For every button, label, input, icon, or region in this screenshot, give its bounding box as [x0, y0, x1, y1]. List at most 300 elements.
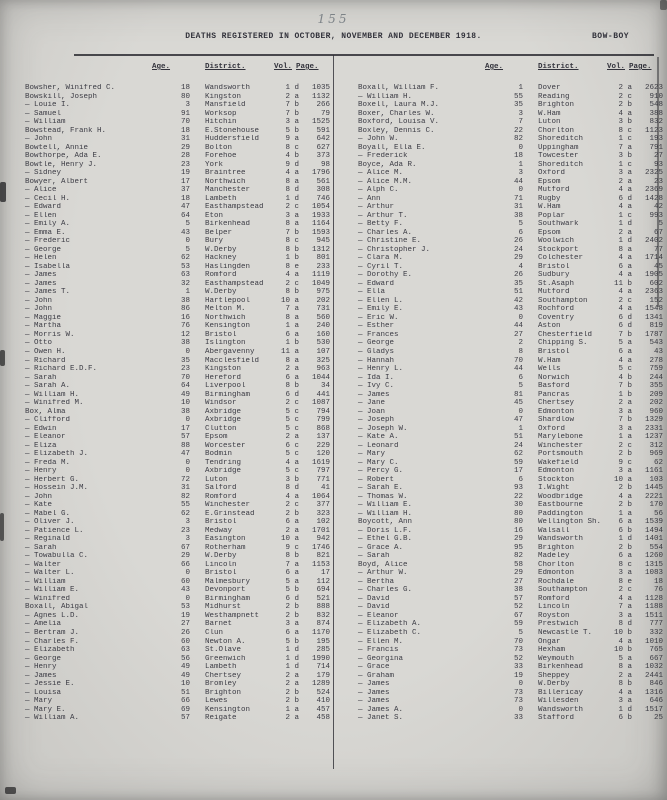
entry-page: 530	[316, 339, 330, 348]
entry-name: — Hannah	[358, 356, 395, 365]
table-row	[333, 569, 663, 578]
entry-vol: 6 a	[281, 373, 300, 382]
entry-vol: 3 a	[614, 407, 633, 416]
table-row	[0, 161, 330, 170]
scan-artifact	[0, 182, 6, 202]
entry-district: Newcastle T.	[538, 629, 593, 637]
entry-page: 874	[316, 620, 330, 629]
entry-vol: 2 b	[614, 501, 633, 510]
entry-vol: 6 a	[281, 569, 300, 578]
entry-page: 771	[316, 475, 330, 484]
entry-age: 31	[180, 135, 190, 144]
entry-district: Weymouth	[538, 654, 575, 663]
table-row	[333, 195, 663, 204]
entry-age: 63	[180, 271, 190, 280]
entry-district: Birkenhead	[538, 663, 584, 672]
table-row	[0, 493, 330, 502]
entry-name: — Charles A.	[358, 228, 413, 237]
entry-name: — Hossein J.M.	[25, 484, 89, 493]
entry-district: W.Derby	[205, 288, 237, 297]
entry-age: 82	[180, 492, 190, 501]
entry-vol: 2 b	[281, 509, 300, 518]
entry-district: Billericay	[538, 688, 584, 697]
entry-vol: 3 a	[614, 467, 633, 476]
entry-name: — John W.	[358, 135, 399, 144]
entry-name: — Oliver J.	[25, 518, 75, 527]
table-row	[333, 374, 663, 383]
entry-page: 1087	[311, 399, 330, 408]
entry-vol: 6 a	[614, 518, 633, 527]
entry-page: 1445	[644, 484, 663, 493]
table-row	[333, 135, 663, 144]
entry-page: 266	[316, 101, 330, 110]
entry-page: 1701	[311, 526, 330, 535]
entry-age: 55	[513, 92, 523, 101]
entry-page: 731	[316, 305, 330, 314]
entry-name: — Eliza	[25, 441, 57, 450]
entry-page: 942	[316, 535, 330, 544]
entry-name: — Morris W.	[25, 330, 75, 339]
entry-page: 1032	[644, 663, 663, 672]
table-row	[0, 305, 330, 314]
entry-name: — Richard	[25, 356, 66, 365]
entry-name: — Joseph W.	[358, 424, 408, 433]
table-row	[333, 357, 663, 366]
entry-age: 64	[180, 382, 190, 391]
entry-district: Bolton	[205, 143, 233, 152]
entry-vol: 4 a	[614, 637, 633, 646]
entry-page: 1128	[644, 594, 663, 603]
entry-name: — Amelia	[25, 620, 62, 629]
entry-age: 1	[185, 288, 190, 297]
entry-name: — John	[25, 296, 53, 305]
entry-vol: 2 b	[281, 688, 300, 697]
entry-age: 38	[180, 407, 190, 416]
entry-vol: 1 b	[614, 390, 633, 399]
entry-vol: 1 d	[614, 535, 633, 544]
entry-age: 43	[180, 228, 190, 237]
entry-age: 49	[180, 663, 190, 672]
table-row	[0, 229, 330, 238]
entry-name: — Jessie E.	[25, 680, 75, 689]
entry-page: 794	[316, 407, 330, 416]
entry-age: 43	[513, 305, 523, 314]
entry-age: 0	[518, 143, 523, 152]
entry-district: Bristol	[205, 518, 237, 527]
entry-name: Bowyer, Albert	[25, 177, 89, 186]
entry-page: 1341	[644, 313, 663, 322]
entry-district: York	[205, 160, 224, 169]
entry-vol: 7 a	[281, 560, 300, 569]
table-row	[0, 689, 330, 698]
entry-vol: 5 b	[281, 126, 300, 135]
table-row	[333, 237, 663, 246]
entry-vol: 8 d	[281, 186, 300, 195]
entry-district: Edmonton	[538, 407, 575, 416]
table-row	[0, 357, 330, 366]
entry-vol: 6 d	[614, 313, 633, 322]
entry-district: Chipping S.	[538, 339, 588, 348]
table-row	[0, 127, 330, 136]
table-row	[0, 425, 330, 434]
entry-district: Lincoln	[538, 603, 570, 612]
entry-vol: 10 a	[281, 296, 300, 305]
entry-age: 18	[180, 126, 190, 135]
entry-vol: 6 c	[281, 441, 300, 450]
entry-district: Easington	[205, 535, 246, 544]
entry-age: 26	[513, 237, 523, 246]
entry-name: — Elizabeth J.	[25, 450, 89, 459]
entry-age: 29	[513, 254, 523, 263]
entry-vol: 2 a	[281, 92, 300, 101]
entry-name: — Frederic	[25, 237, 71, 246]
entry-vol: 2 c	[614, 441, 633, 450]
entry-district: Lambeth	[205, 194, 237, 203]
table-row	[0, 212, 330, 221]
entry-page: 646	[649, 697, 663, 706]
entry-age: 31	[180, 484, 190, 493]
entry-name: Boxall, Abigal	[25, 603, 89, 612]
entry-age: 38	[180, 296, 190, 305]
entry-district: Wakefield	[538, 458, 579, 467]
entry-page: 1132	[311, 92, 330, 101]
entry-vol: 6 d	[614, 194, 633, 203]
table-row	[0, 603, 330, 612]
entry-age: 60	[180, 637, 190, 646]
entry-vol: 4 b	[614, 373, 633, 382]
entry-name: — William	[25, 118, 66, 127]
entry-district: Islington	[205, 339, 246, 348]
entry-name: — Ellen M.	[358, 637, 404, 646]
entry-district: Romford	[205, 271, 237, 280]
entry-page: 746	[316, 194, 330, 203]
entry-vol: 8 b	[281, 552, 300, 561]
entry-age: 38	[513, 586, 523, 595]
entry-page: 561	[316, 177, 330, 186]
entry-page: 791	[649, 143, 663, 152]
entry-name: — Clifford	[25, 416, 71, 425]
entry-name: — Freda M.	[25, 458, 71, 467]
entry-district: Bristol	[205, 330, 237, 339]
entry-vol: 8 e	[614, 577, 633, 586]
table-row	[333, 450, 663, 459]
entry-name: — Ellen	[25, 211, 57, 220]
entry-vol: 4 a	[614, 688, 633, 697]
entry-name: Boxer, Charles W.	[358, 109, 435, 118]
entry-page: 1525	[311, 118, 330, 127]
table-row	[333, 518, 663, 527]
entry-name: Boycott, Ann	[358, 518, 413, 527]
entry-age: 62	[513, 450, 523, 459]
entry-district: Norwich	[538, 373, 570, 382]
table-row	[333, 484, 663, 493]
entry-page: 377	[316, 501, 330, 510]
entry-page: 1170	[311, 629, 330, 637]
entry-district: Eastbourne	[538, 501, 584, 510]
entry-name: — David	[358, 594, 390, 603]
entry-vol: 7 b	[614, 330, 633, 339]
entry-vol: 4 a	[281, 492, 300, 501]
entry-page: 1237	[644, 433, 663, 442]
entry-age: 23	[180, 526, 190, 535]
entry-name: — Winifred M.	[25, 399, 84, 408]
entry-vol: 9 d	[281, 160, 300, 169]
table-row	[333, 382, 663, 391]
entry-age: 23	[180, 365, 190, 374]
entry-vol: 3 a	[281, 620, 300, 629]
entry-age: 8	[518, 347, 523, 356]
entry-page: 667	[649, 654, 663, 663]
entry-vol: 7 a	[614, 143, 633, 152]
entry-age: 26	[180, 629, 190, 637]
entry-page: 960	[649, 407, 663, 416]
entry-age: 3	[518, 169, 523, 178]
entry-age: 0	[185, 347, 190, 356]
entry-district: Bodmin	[205, 450, 233, 459]
table-row	[0, 195, 330, 204]
entry-age: 73	[513, 697, 523, 706]
entry-name: — James	[358, 680, 390, 689]
entry-page: 240	[316, 322, 330, 331]
entry-name: — James	[25, 271, 57, 280]
entry-vol: 4 a	[614, 271, 633, 280]
entry-age: 6	[518, 228, 523, 237]
table-row	[333, 595, 663, 604]
table-row	[0, 271, 330, 280]
entry-age: 1	[518, 424, 523, 433]
entry-vol: 4 a	[614, 305, 633, 314]
entry-vol: 2 b	[614, 543, 633, 552]
entry-age: 69	[180, 705, 190, 714]
entry-vol: 1 c	[614, 160, 633, 169]
entry-page: 1188	[644, 603, 663, 612]
entry-age: 22	[513, 492, 523, 501]
entry-name: — Clara M.	[358, 254, 404, 263]
table-row	[0, 467, 330, 476]
entry-page: 1787	[644, 330, 663, 339]
entry-age: 5	[518, 629, 523, 637]
entry-page: 714	[316, 663, 330, 672]
entry-district: Wandsworth	[538, 705, 584, 714]
table-row	[333, 391, 663, 400]
entry-name: — Percy G.	[358, 467, 404, 476]
table-row	[333, 152, 663, 161]
entry-age: 29	[513, 569, 523, 578]
entry-vol: 8 a	[614, 245, 633, 254]
entry-age: 0	[518, 313, 523, 322]
table-row	[333, 246, 663, 255]
entry-name: — William E.	[358, 501, 413, 510]
entry-vol: 4 a	[614, 254, 633, 263]
entry-page: 1539	[644, 518, 663, 527]
entry-page: 963	[316, 365, 330, 374]
entry-page: 43	[653, 347, 663, 356]
entry-vol: 9 c	[614, 458, 633, 467]
entry-page: 278	[649, 356, 663, 365]
entry-age: 60	[180, 577, 190, 586]
entry-name: — Emily A.	[25, 220, 71, 229]
entry-name: Bowsher, Winifred C.	[25, 84, 116, 92]
entry-district: St.Asaph	[538, 279, 575, 288]
entry-vol: 5 c	[281, 467, 300, 476]
entry-name: — Thomas W.	[358, 492, 408, 501]
left-entries-column	[0, 84, 330, 723]
entry-district: Bury	[205, 237, 224, 246]
entry-age: 42	[513, 296, 523, 305]
table-row	[0, 595, 330, 604]
entry-age: 31	[513, 203, 523, 212]
table-row	[0, 365, 330, 374]
entry-district: Macclesfield	[205, 356, 260, 365]
entry-name: — Mary E.	[25, 705, 66, 714]
header-page: Page.	[629, 63, 652, 71]
entry-district: W.Derby	[205, 245, 237, 254]
entry-district: Lewes	[205, 697, 228, 706]
entry-name: — Francis	[358, 646, 399, 655]
entry-age: 6	[518, 373, 523, 382]
entry-page: 1064	[311, 492, 330, 501]
entry-vol: 2 a	[281, 365, 300, 374]
header-page: Page.	[296, 63, 319, 71]
entry-page: 1905	[644, 271, 663, 280]
table-row	[333, 84, 663, 93]
table-row	[333, 127, 663, 136]
entry-district: Westhampnett	[205, 611, 260, 620]
table-row	[0, 442, 330, 451]
entry-age: 86	[180, 305, 190, 314]
entry-age: 53	[180, 603, 190, 612]
entry-age: 70	[180, 118, 190, 127]
entry-name: — Sarah A.	[25, 382, 71, 391]
table-row	[333, 339, 663, 348]
entry-name: — Ella	[358, 288, 386, 297]
entry-district: Royston	[538, 611, 570, 620]
entry-age: 57	[180, 433, 190, 442]
entry-name: — Louie I.	[25, 101, 71, 110]
entry-district: Axbridge	[205, 467, 242, 476]
entry-vol: 8 d	[614, 620, 633, 629]
entry-page: 1933	[311, 211, 330, 220]
entry-vol: 8 b	[281, 288, 300, 297]
entry-district: Birkenhead	[205, 220, 251, 229]
entry-district: Northwich	[205, 177, 246, 186]
entry-district: Hereford	[205, 373, 242, 382]
entry-name: — Reginald	[25, 535, 71, 544]
entry-age: 56	[180, 654, 190, 663]
entry-page: 1289	[311, 680, 330, 689]
entry-page: 759	[649, 365, 663, 374]
entry-district: Pancras	[538, 390, 570, 399]
entry-page: 355	[649, 382, 663, 391]
table-row	[333, 331, 663, 340]
table-row	[333, 535, 663, 544]
entry-page: 79	[320, 109, 330, 118]
table-row	[0, 697, 330, 706]
entry-age: 0	[185, 467, 190, 476]
scan-artifact	[5, 787, 16, 794]
entry-age: 63	[180, 646, 190, 655]
entry-vol: 9 c	[281, 543, 300, 552]
entry-district: Wells	[538, 365, 561, 374]
entry-name: — Louisa	[25, 688, 62, 697]
entry-age: 59	[513, 620, 523, 629]
entry-name: — James	[25, 671, 57, 680]
entry-district: Portsmouth	[538, 450, 584, 459]
table-row	[333, 229, 663, 238]
table-row	[0, 638, 330, 647]
table-row	[333, 144, 663, 153]
entry-vol: 5 c	[281, 450, 300, 459]
entry-page: 821	[316, 552, 330, 561]
entry-name: Boxell, Laura M.J.	[358, 101, 440, 110]
entry-district: Mutford	[538, 186, 570, 195]
entry-age: 33	[513, 714, 523, 723]
entry-vol: 5 a	[614, 654, 633, 663]
entry-district: Chorlton	[538, 560, 575, 569]
entry-page: 1517	[644, 705, 663, 714]
entry-page: 1428	[644, 194, 663, 203]
entry-name: — Jane	[358, 399, 386, 408]
entry-page: 1119	[311, 271, 330, 280]
table-row	[0, 322, 330, 331]
entry-district: Huddersfield	[205, 135, 260, 144]
entry-vol: 6 b	[614, 526, 633, 535]
entry-age: 44	[513, 177, 523, 186]
table-row	[0, 280, 330, 289]
entry-name: Boxford, Louisa V.	[358, 118, 440, 127]
table-row	[333, 93, 663, 102]
entry-name: — Georgina	[358, 654, 404, 663]
entry-vol: 6 a	[614, 552, 633, 561]
entry-district: Mansfield	[205, 101, 246, 110]
entry-district: Epsom	[205, 433, 228, 442]
entry-age: 51	[513, 288, 523, 297]
entry-name: — Mabel G.	[25, 509, 71, 518]
entry-district: Brighton	[205, 688, 242, 697]
entry-district: Devonport	[205, 586, 246, 595]
entry-district: Wandsworth	[538, 535, 584, 544]
entry-age: 73	[513, 646, 523, 655]
entry-page: 112	[316, 577, 330, 586]
entry-name: Boyce, Ada R.	[358, 160, 417, 169]
entry-page: 945	[316, 237, 330, 246]
entry-vol: 8 c	[281, 143, 300, 152]
entry-vol: 4 a	[614, 203, 633, 212]
entry-vol: 6 a	[281, 330, 300, 339]
entry-page: 642	[316, 135, 330, 144]
table-row	[333, 212, 663, 221]
entry-age: 33	[513, 663, 523, 672]
entry-page: 1796	[311, 169, 330, 178]
entry-name: — Joseph	[358, 416, 395, 425]
entry-name: — Helen	[25, 254, 57, 263]
table-row	[0, 408, 330, 417]
scan-artifact	[660, 0, 667, 10]
entry-vol: 3 a	[614, 169, 633, 178]
entry-vol: 2 c	[281, 399, 300, 408]
entry-vol: 2 b	[614, 484, 633, 493]
table-row	[333, 510, 663, 519]
entry-district: Medway	[205, 526, 233, 535]
entry-name: — George	[358, 339, 395, 348]
entry-name: — Eleanor	[358, 611, 399, 620]
entry-age: 29	[180, 143, 190, 152]
entry-district: Lincoln	[205, 560, 237, 569]
header-vol: Vol.	[607, 63, 626, 71]
entry-vol: 4 b	[281, 152, 300, 161]
entry-page: 98	[320, 160, 330, 169]
entry-district: Hartlepool	[205, 296, 251, 305]
